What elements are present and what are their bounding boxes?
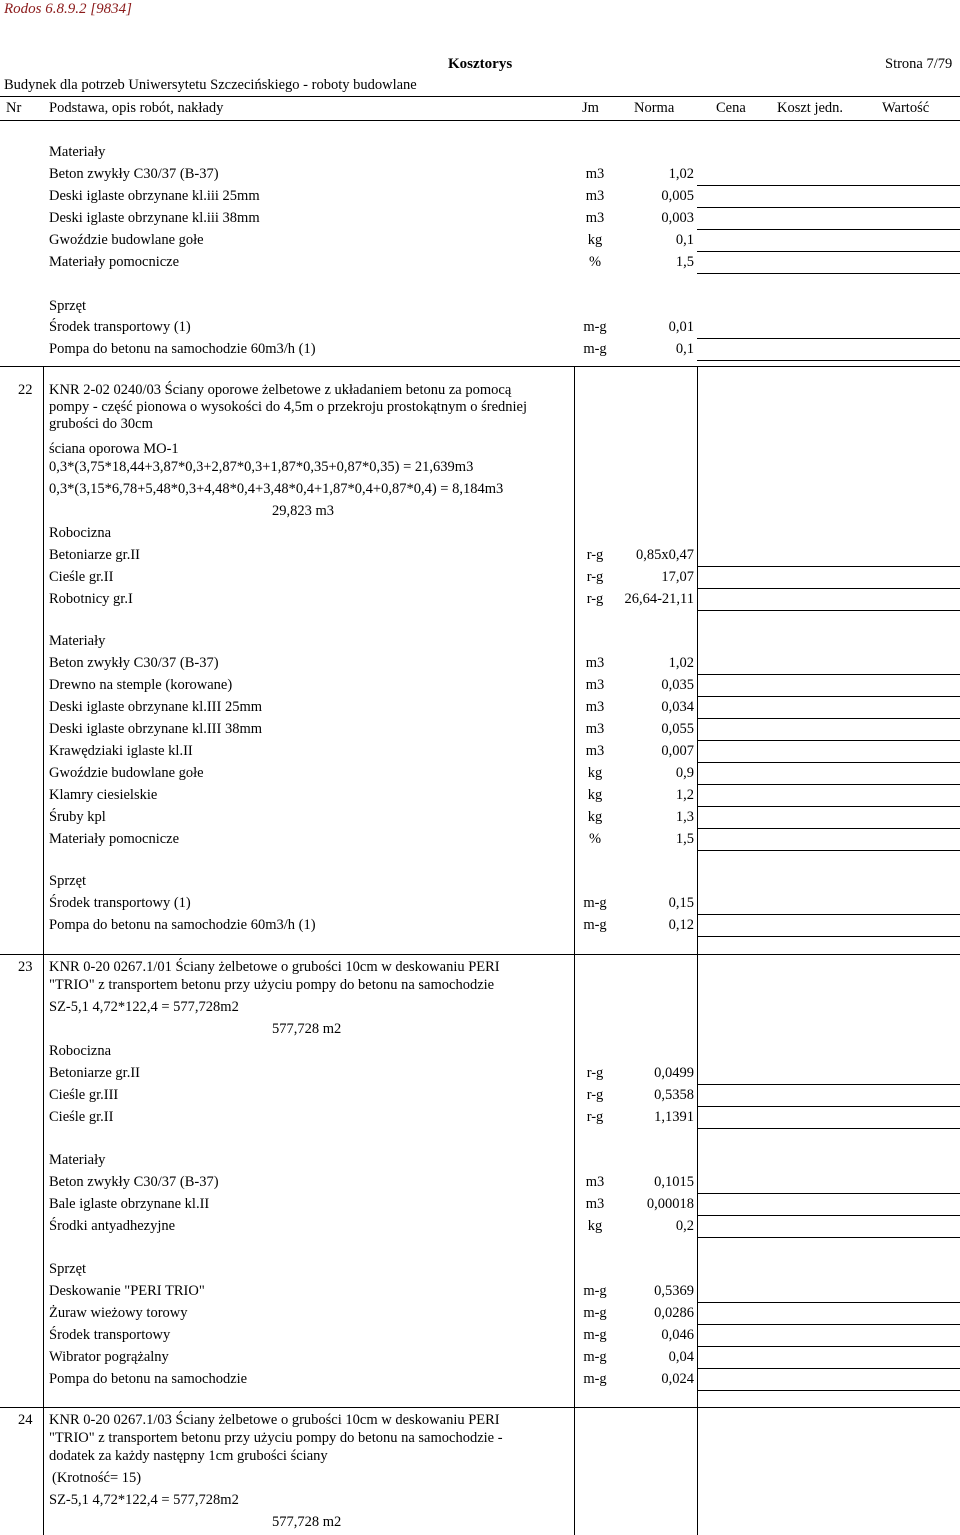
item-22-rule	[0, 366, 960, 367]
line-description: Drewno na stemple (korowane)	[49, 677, 233, 693]
item-number: 23	[18, 959, 33, 975]
line-description: KNR 2-02 0240/03 Ściany oporowe żelbetowe z układaniem betonu za pomocą	[49, 382, 512, 398]
unit-cell: m3	[585, 210, 605, 226]
line-description: Środki antyadhezyjne	[49, 1218, 176, 1234]
value-row-rule	[697, 1106, 960, 1107]
norm-cell: 0,046	[661, 1327, 694, 1343]
norm-cell: 0,005	[661, 188, 694, 204]
unit-cell: m3	[585, 188, 605, 204]
unit-cell: r-g	[586, 1065, 604, 1081]
unit-cell: %	[588, 831, 602, 847]
line-description: Klamry ciesielskie	[49, 787, 158, 803]
unit-cell: %	[588, 254, 602, 270]
col-value: Wartość	[882, 100, 930, 116]
norm-cell: 0,0286	[654, 1305, 694, 1321]
norm-column-rule	[697, 366, 698, 1535]
unit-cell: kg	[587, 1218, 603, 1234]
col-norm: Norma	[634, 100, 675, 116]
norm-cell: 0,055	[661, 721, 694, 737]
col-nr: Nr	[6, 100, 22, 116]
line-description: 29,823 m3	[272, 503, 335, 519]
line-description: "TRIO" z transportem betonu przy użyciu pompy do betonu na samochodzie -	[49, 1430, 503, 1446]
header-top-rule	[0, 96, 960, 97]
unit-cell: m-g	[583, 1349, 607, 1365]
line-description: Deski iglaste obrzynane kl.III 25mm	[49, 699, 263, 715]
norm-cell: 17,07	[661, 569, 694, 585]
value-row-rule	[697, 1368, 960, 1369]
unit-cell: kg	[587, 765, 603, 781]
value-row-rule	[697, 762, 960, 763]
line-description: grubości do 30cm	[49, 416, 153, 432]
value-row-rule	[697, 718, 960, 719]
project-name: Budynek dla potrzeb Uniwersytetu Szczecińskiego - roboty budowlane	[4, 77, 417, 93]
line-description: Cieśle gr.II	[49, 1109, 114, 1125]
norm-cell: 1,02	[668, 655, 694, 671]
value-row-rule	[697, 914, 960, 915]
unit-cell: m-g	[583, 1327, 607, 1343]
norm-cell: 0,2	[675, 1218, 694, 1234]
norm-cell: 1,1391	[654, 1109, 694, 1125]
unit-cell: m-g	[583, 895, 607, 911]
line-description: Deski iglaste obrzynane kl.III 38mm	[49, 721, 263, 737]
line-description: Gwoździe budowlane gołe	[49, 765, 204, 781]
norm-cell: 0,1	[675, 341, 694, 357]
unit-cell: m-g	[583, 1283, 607, 1299]
unit-cell: r-g	[586, 569, 604, 585]
line-description: dodatek za każdy następny 1cm grubości ściany	[49, 1448, 328, 1464]
unit-cell: r-g	[586, 591, 604, 607]
nr-column-rule	[43, 366, 44, 1535]
norm-cell: 0,007	[661, 743, 694, 759]
value-row-rule	[697, 1346, 960, 1347]
norm-cell: 0,003	[661, 210, 694, 226]
line-description: Beton zwykły C30/37 (B-37)	[49, 655, 219, 671]
section-heading: Sprzęt	[49, 873, 87, 889]
unit-cell: m3	[585, 743, 605, 759]
section-heading: Materiały	[49, 144, 106, 160]
norm-cell: 0,04	[668, 1349, 694, 1365]
norm-cell: 0,024	[661, 1371, 694, 1387]
norm-cell: 0,1015	[654, 1174, 694, 1190]
line-description: Pompa do betonu na samochodzie	[49, 1371, 248, 1387]
unit-cell: kg	[587, 232, 603, 248]
value-row-rule	[697, 674, 960, 675]
norm-cell: 1,5	[675, 254, 694, 270]
line-description: Środek transportowy	[49, 1327, 171, 1343]
norm-cell: 0,5369	[654, 1283, 694, 1299]
value-row-rule	[697, 1215, 960, 1216]
line-description: Robotnicy gr.I	[49, 591, 133, 607]
unit-cell: m3	[585, 1174, 605, 1190]
line-description: 0,3*(3,15*6,78+5,48*0,3+4,48*0,4+3,48*0,4+1,87*0,4+0,87*0,4) = 8,184m3	[49, 481, 504, 497]
col-unit: Jm	[582, 100, 599, 116]
value-row-rule	[697, 229, 960, 230]
line-description: Beton zwykły C30/37 (B-37)	[49, 1174, 219, 1190]
norm-cell: 0,00018	[646, 1196, 694, 1212]
line-description: KNR 0-20 0267.1/03 Ściany żelbetowe o grubości 10cm w deskowaniu PERI	[49, 1412, 500, 1428]
line-description: Krawędziaki iglaste kl.II	[49, 743, 193, 759]
unit-cell: m-g	[583, 341, 607, 357]
section-heading: Materiały	[49, 633, 106, 649]
unit-cell: m-g	[583, 1305, 607, 1321]
header-bottom-rule	[0, 120, 960, 121]
value-row-rule	[697, 610, 960, 611]
value-row-rule	[697, 338, 960, 339]
line-description: 577,728 m2	[272, 1514, 342, 1530]
line-description: Pompa do betonu na samochodzie 60m3/h (1)	[49, 917, 316, 933]
value-row-rule	[697, 185, 960, 186]
line-description: Środek transportowy (1)	[49, 319, 191, 335]
col-desc: Podstawa, opis robót, nakłady	[49, 100, 224, 116]
norm-cell: 1,3	[675, 809, 694, 825]
line-description: Żuraw wieżowy torowy	[49, 1305, 188, 1321]
col-price: Cena	[716, 100, 746, 116]
unit-cell: r-g	[586, 1087, 604, 1103]
line-description: Deskowanie "PERI TRIO"	[49, 1283, 205, 1299]
norm-cell: 0,0499	[654, 1065, 694, 1081]
value-row-rule	[697, 1084, 960, 1085]
line-description: 0,3*(3,75*18,44+3,87*0,3+2,87*0,3+1,87*0,35+0,87*0,35) = 21,639m3	[49, 459, 474, 475]
line-description: Materiały pomocnicze	[49, 254, 180, 270]
line-description: SZ-5,1 4,72*122,4 = 577,728m2	[49, 999, 239, 1015]
value-row-rule	[697, 360, 960, 361]
line-description: Beton zwykły C30/37 (B-37)	[49, 166, 219, 182]
section-heading: Robocizna	[49, 1043, 112, 1059]
value-row-rule	[697, 740, 960, 741]
value-row-rule	[697, 1390, 960, 1391]
value-row-rule	[697, 273, 960, 274]
norm-cell: 0,01	[668, 319, 694, 335]
unit-cell: m3	[585, 1196, 605, 1212]
item-number: 24	[18, 1412, 33, 1428]
unit-cell: m3	[585, 677, 605, 693]
line-description: KNR 0-20 0267.1/01 Ściany żelbetowe o grubości 10cm w deskowaniu PERI	[49, 959, 500, 975]
norm-cell: 1,2	[675, 787, 694, 803]
unit-cell: kg	[587, 809, 603, 825]
norm-cell: 0,1	[675, 232, 694, 248]
line-description: Betoniarze gr.II	[49, 547, 140, 563]
unit-cell: m3	[585, 721, 605, 737]
line-description: Gwoździe budowlane gołe	[49, 232, 204, 248]
item-24-rule	[0, 1407, 960, 1408]
norm-cell: 0,5358	[654, 1087, 694, 1103]
norm-cell: 0,035	[661, 677, 694, 693]
unit-cell: m-g	[583, 1371, 607, 1387]
line-description: Wibrator pogrążalny	[49, 1349, 169, 1365]
document-title: Kosztorys	[448, 56, 513, 72]
norm-cell: 0,9	[675, 765, 694, 781]
line-description: Deski iglaste obrzynane kl.iii 25mm	[49, 188, 260, 204]
line-description: ściana oporowa MO-1	[49, 441, 179, 457]
value-row-rule	[697, 696, 960, 697]
unit-cell: r-g	[586, 1109, 604, 1125]
line-description: "TRIO" z transportem betonu przy użyciu pompy do betonu na samochodzie	[49, 977, 495, 993]
value-row-rule	[697, 806, 960, 807]
value-row-rule	[697, 828, 960, 829]
line-description: Materiały pomocnicze	[49, 831, 180, 847]
value-row-rule	[697, 1302, 960, 1303]
col-unit-cost: Koszt jedn.	[777, 100, 844, 116]
norm-cell: 0,85x0,47	[636, 547, 694, 563]
value-row-rule	[697, 1324, 960, 1325]
section-heading: Materiały	[49, 1152, 106, 1168]
value-row-rule	[697, 850, 960, 851]
value-row-rule	[697, 251, 960, 252]
value-row-rule	[697, 207, 960, 208]
line-description: 577,728 m2	[272, 1021, 342, 1037]
norm-cell: 0,12	[668, 917, 694, 933]
line-description: Deski iglaste obrzynane kl.iii 38mm	[49, 210, 260, 226]
value-row-rule	[697, 936, 960, 937]
unit-cell: m-g	[583, 319, 607, 335]
line-description: Betoniarze gr.II	[49, 1065, 140, 1081]
line-description: Pompa do betonu na samochodzie 60m3/h (1)	[49, 341, 316, 357]
norm-cell: 1,5	[675, 831, 694, 847]
line-description: Bale iglaste obrzynane kl.II	[49, 1196, 210, 1212]
norm-cell: 26,64-21,11	[624, 591, 694, 607]
section-heading: Robocizna	[49, 525, 112, 541]
unit-cell: m-g	[583, 917, 607, 933]
unit-cell: m3	[585, 655, 605, 671]
item-23-rule	[0, 954, 960, 955]
line-description: pompy - część pionowa o wysokości do 4,5m o przekroju prostokątnym o średniej	[49, 399, 528, 415]
value-row-rule	[697, 784, 960, 785]
value-row-rule	[697, 588, 960, 589]
unit-cell: m3	[585, 166, 605, 182]
line-description: (Krotność= 15)	[52, 1470, 142, 1486]
line-description: Środek transportowy (1)	[49, 895, 191, 911]
value-row-rule	[697, 1193, 960, 1194]
norm-cell: 1,02	[668, 166, 694, 182]
unit-cell: m3	[585, 699, 605, 715]
line-description: Śruby kpl	[49, 809, 106, 825]
section-heading: Sprzęt	[49, 298, 87, 314]
line-description: Cieśle gr.II	[49, 569, 114, 585]
value-row-rule	[697, 566, 960, 567]
section-heading: Sprzęt	[49, 1261, 87, 1277]
unit-cell: r-g	[586, 547, 604, 563]
line-description: Cieśle gr.III	[49, 1087, 119, 1103]
norm-cell: 0,034	[661, 699, 694, 715]
unit-cell: kg	[587, 787, 603, 803]
value-row-rule	[697, 1128, 960, 1129]
norm-cell: 0,15	[668, 895, 694, 911]
value-row-rule	[697, 1237, 960, 1238]
line-description: SZ-5,1 4,72*122,4 = 577,728m2	[49, 1492, 239, 1508]
item-number: 22	[18, 382, 33, 398]
app-version: Rodos 6.8.9.2 [9834]	[4, 1, 132, 17]
page-number: Strona 7/79	[885, 56, 953, 72]
